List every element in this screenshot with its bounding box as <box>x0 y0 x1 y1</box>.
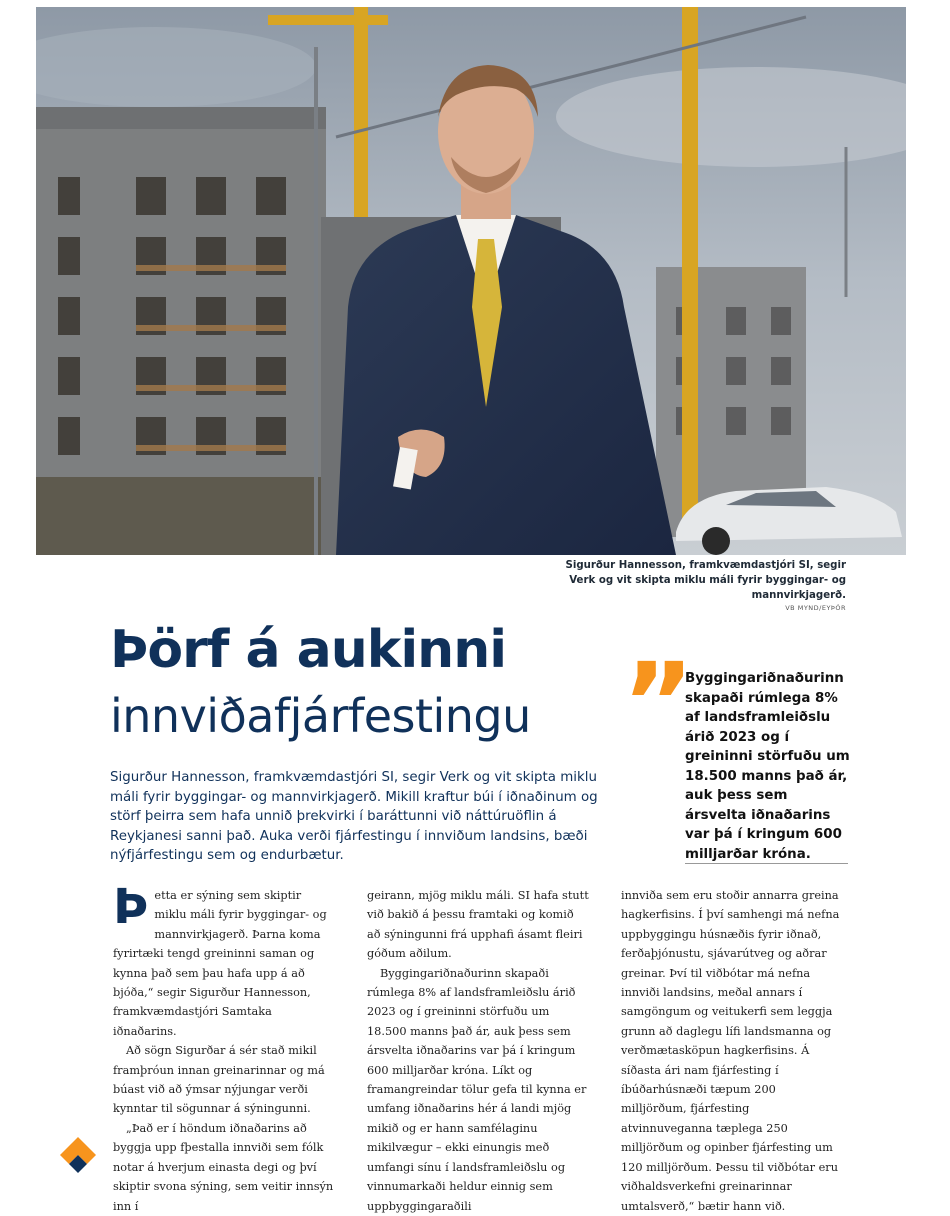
body-paragraph: innviða sem eru stoðir annarra greina hagkerfisins. Í því samhengi má nefna uppbyggingu húsnæðis fyrir iðnað, ferðaþjónustu, sjávarútveg og aðrar greinar. Því til viðbótar má nefna innviði landsins, meðal annars í samgöngum og veitukerfi sem leggja grunn að daglegu lífi landsmanna og verðmætasköpun hagkerfisins. Á síðasta ári nam fjárfesting í íbúðarhúsnæði tæpum 200 milljörðum, fjárfesting atvinnuveganna tæplega 250 milljörðum og opinber fjárfesting um 120 milljörðum. Þessu til viðbótar eru viðhaldsverkefni greinarinnar umtalsverð,“ bætir hann við. <box>621 889 840 1213</box>
body-paragraph: Byggingariðnaðurinn skapaði rúmlega 8% af landsframleiðslu árið 2023 og í greininni störfuðu um 18.500 manns það ár, auk þess sem ársvelta iðnaðarins var þá í kringum 600 milljarðar króna. Líkt og framangreindar tölur gefa til kynna er umfang iðnaðarins hér á landi mjög mikið og er hann samfélaginu mikilvægur – ekki einungis með umfangi sínu í landsframleiðslu og vinnumarkaði heldur einnig sem uppbyggingaraðili <box>367 966 587 1213</box>
body-paragraph: „Það er í höndum iðnaðarins að byggja upp fþestalla innviði sem fólk notar á hverjum einasta degi og því skiptir svona sýning, sem veitir innsýn inn í <box>113 1121 334 1213</box>
quote-mark-icon: ” <box>622 639 689 767</box>
article-lead: Sigurður Hannesson, framkvæmdastjóri SI, segir Verk og vit skipta miklu máli fyrir byggingar- og mannvirkjagerð. Mikill kraftur búi í iðnaðinum og störf þeirra sem hafa unnið þrekvirki í baráttunni við náttúruöflin á Reykjanesi sanni það. Auka verði fjárfestingu í innviðum landsins, bæði nýfjárfestingu sem og endurbætur. <box>110 770 598 863</box>
article-photo <box>36 7 906 555</box>
photo-credit: VB MYND/EYÞÓR <box>785 604 846 612</box>
diamond-logo-icon <box>58 1135 98 1175</box>
photo-illustration <box>36 7 906 555</box>
body-paragraph <box>113 879 336 1041</box>
body-paragraph-text: etta er sýning sem skiptir miklu máli fyrir byggingar- og mannvirkjagerð. Þarna koma fyrirtæki tengd greininni saman og kynna það sem þau hafa upp á að bjóða,“ segir Sigurður Hannesson, framkvæmdastjóri Samtaka iðnaðarins. <box>113 889 327 1038</box>
pull-quote-divider <box>685 863 848 864</box>
body-column-1 <box>113 879 336 1216</box>
pull-quote: Byggingariðnaðurinn skapaði rúmlega 8% af landsframleiðslu árið 2023 og í greininni störfuðu um 18.500 manns það ár, auk þess sem ársvelta iðnaðarins var þá í kringum 600 milljarðar króna. <box>685 671 850 862</box>
headline-bold: Þörf á aukinni <box>110 620 507 680</box>
body-paragraph: Að sögn Sigurðar á sér stað mikil framþróun innan greinarinnar og má búast við að ýmsar nýjungar verði kynntar til sögunnar á sýningunni. <box>113 1044 325 1116</box>
body-paragraph: geirann, mjög miklu máli. SI hafa stutt við bakið á þessu framtaki og komið að sýningunni frá upphafi ásamt fleiri góðum aðilum. <box>367 889 589 961</box>
drop-cap: Þ <box>113 879 149 935</box>
body-column-3 <box>621 886 844 1216</box>
headline-light: innviðafjárfestingu <box>110 689 531 743</box>
photo-caption: Sigurður Hannesson, framkvæmdastjóri SI, segir Verk og vit skipta miklu máli fyrir byggingar- og mannvirkjagerð. <box>565 560 846 601</box>
body-column-2 <box>367 886 590 1216</box>
